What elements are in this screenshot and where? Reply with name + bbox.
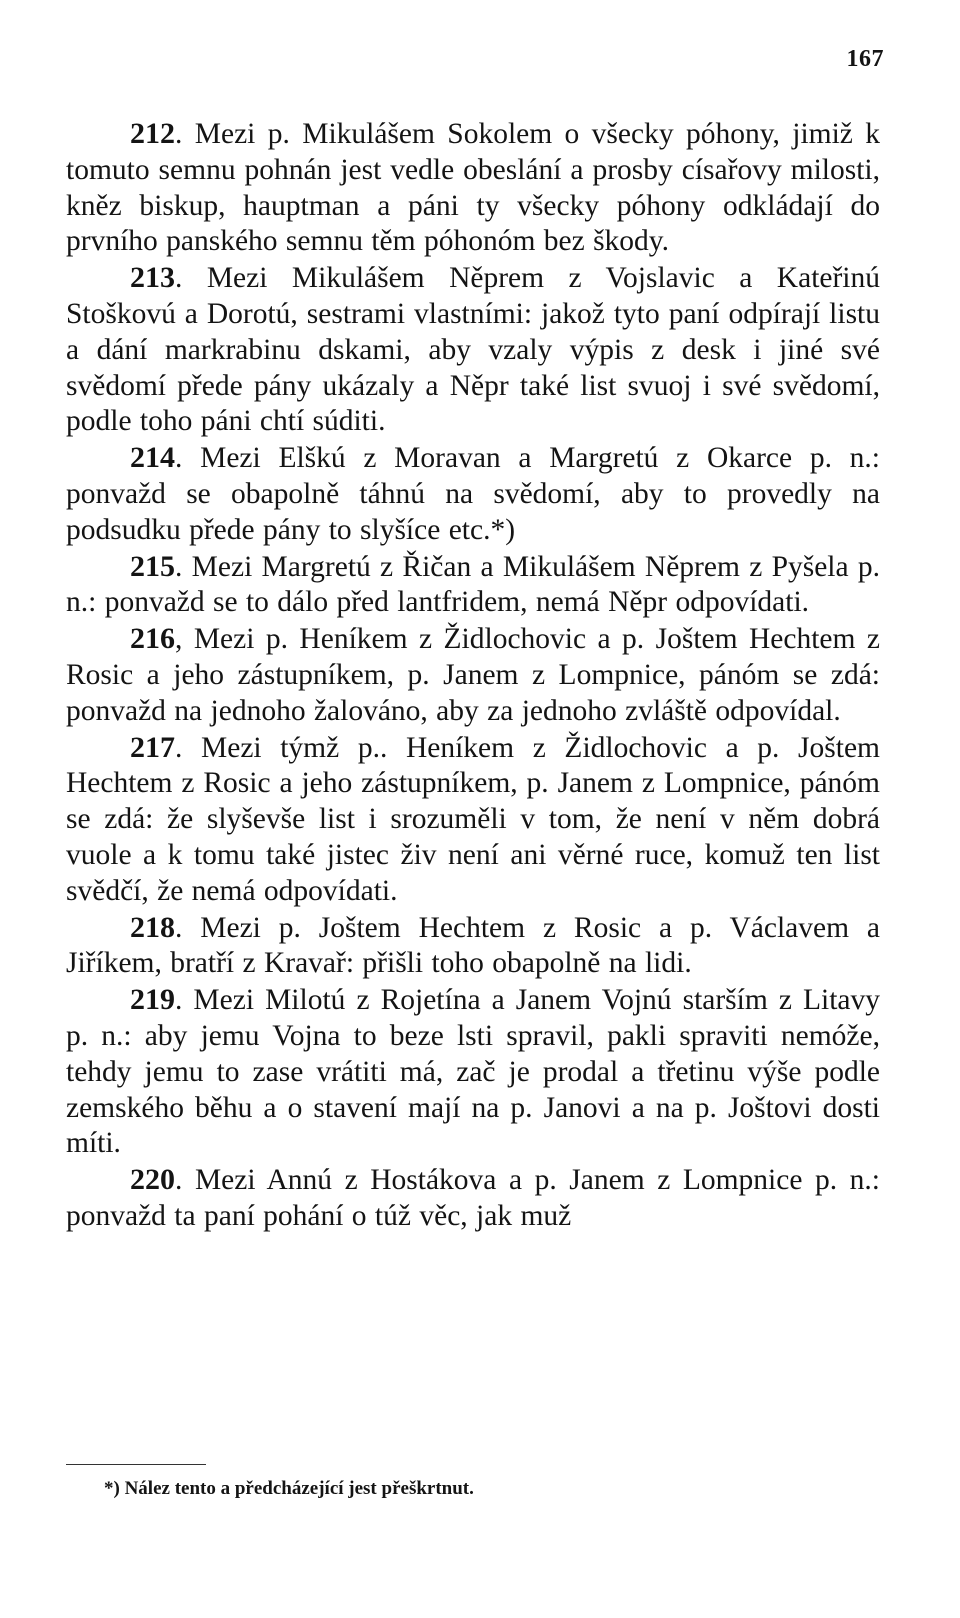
entry-text: Mezi Milotú z Rojetína a Janem Vojnú starším z Litavy p. n.: aby jemu Vojna to beze lsti spravil, pakli spraviti nemóže, tehdy jemu to zase vrátiti má, zač je prodal a třetinu výše podle zemského běhu a o stavení mají na p. Janovi a na p. Joštovi dosti míti. (66, 984, 880, 1160)
entry-text: Mezi Margretú z Řičan a Mikulášem Něprem z Pyšela p. n.: ponvažd se to dálo před lantfridem, nemá Něpr odpovídati. (66, 550, 880, 619)
entry-text: Mezi p. Heníkem z Židlochovic a p. Joštem Hechtem z Rosic a jeho zástupníkem, p. Janem z Lompnice, pánóm se zdá: ponvažd na jednoho žalováno, aby za jednoho zvláště odpovídal. (66, 623, 880, 727)
entry-number-period: . (175, 1164, 195, 1197)
entry-214 (66, 440, 880, 548)
entry-number: 218 (130, 910, 175, 944)
entry-text: Mezi Annú z Hostákova a p. Janem z Lompnice p. n.: ponvažd ta paní pohání o túž věc, jak muž (66, 1164, 880, 1232)
entry-216 (66, 621, 880, 729)
entry-number: 212 (130, 117, 175, 150)
entry-number: 215 (130, 549, 175, 583)
entry-215 (66, 549, 880, 622)
entry-text: Mezi p. Joštem Hechtem z Rosic a p. Václavem a Jiříkem, bratří z Kravař: přišli toho obapolně na lidi. (66, 911, 880, 980)
text-body (66, 116, 880, 1235)
entry-218 (66, 910, 880, 983)
entry-number-period: . (175, 911, 201, 944)
entry-text: Mezi p. Mikulášem Sokolem o všecky póhony, jimiž k tomuto semnu pohnán jest vedle obeslání a prosby císařovy milosti, kněz biskup, hauptman a páni ty všecky póhony odkládají do prvního panského semnu těm póhonóm bez škody. (66, 118, 881, 258)
entry-number-period: . (175, 550, 192, 583)
entry-number-period: . (175, 262, 207, 295)
entry-text: Mezi Mikulášem Něprem z Vojslavic a Kateřinú Stoškovú a Dorotú, sestrami vlastními: jakož tyto paní odpírají listu a dání markrabinu dskami, aby vzaly výpis z desk i jiné své svědomí přede pány ukázaly a Něpr také list svuoj i své svědomí, podle toho páni chtí súditi. (66, 262, 880, 438)
entry-number-period: . (175, 118, 195, 150)
entry-number: 220 (130, 1163, 175, 1197)
entry-212 (66, 116, 880, 260)
entry-number-period: . (175, 442, 201, 475)
footnote-divider (66, 1464, 206, 1465)
entry-213 (66, 260, 880, 440)
entry-number: 217 (130, 730, 175, 764)
entry-number: 216 (130, 622, 175, 656)
entry-number-period: . (175, 984, 194, 1017)
entry-number: 219 (130, 983, 175, 1017)
footnote: *) Nález tento a předcházející jest přeškrtnut. (104, 1478, 474, 1499)
entry-text: Mezi týmž p.. Heníkem z Židlochovic a p. Joštem Hechtem z Rosic a jeho zástupníkem, p. Janem z Lompnice, pánóm se zdá: že slyševše list i srozuměli v tom, že není v něm dobrá vuole a k tomu také jistec živ není ani věrné ruce, komuž ten list svědčí, že nemá odpovídati. (66, 731, 880, 907)
entry-number: 213 (130, 261, 175, 295)
page-number: 167 (846, 46, 884, 72)
entry-220 (66, 1162, 880, 1235)
entry-219 (66, 982, 880, 1162)
entry-number: 214 (130, 441, 175, 475)
entry-number-period: , (175, 623, 194, 656)
entry-number-period: . (175, 731, 201, 764)
entry-text: Mezi Elškú z Moravan a Margretú z Okarce p. n.: ponvažd se obapolně táhnú na svědomí, aby to provedly na podsudku přede pány to slyšíce etc.*) (66, 442, 881, 546)
entry-217 (66, 730, 880, 910)
